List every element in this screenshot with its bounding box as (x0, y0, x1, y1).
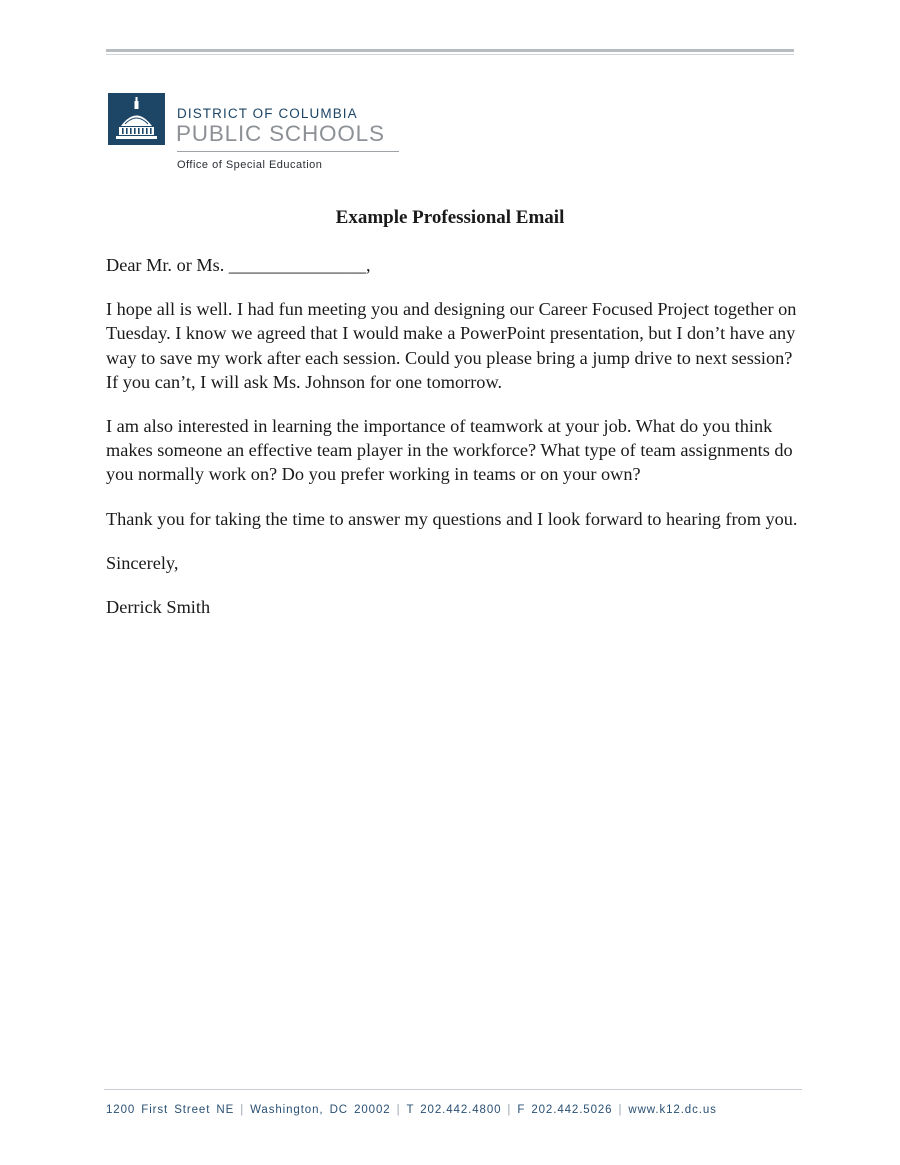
paragraph-2: I am also interested in learning the importance of teamwork at your job. What do you think makes someone an effective team player in the workforce? What type of team assignments do you normally work on? Do you prefer working in teams or on your own? (106, 416, 793, 485)
document-title: Example Professional Email (335, 207, 565, 228)
salutation: Dear Mr. or Ms. _______________, (106, 255, 371, 275)
footer-website: www.k12.dc.us (628, 1104, 717, 1116)
paragraph-3: Thank you for taking the time to answer my questions and I look forward to hearing from you. (106, 508, 798, 529)
footer-phone: T 202.442.4800 (406, 1104, 502, 1116)
bottom-rule (104, 1089, 802, 1090)
paragraph-1: I hope all is well. I had fun meeting you and designing our Career Focused Project together on Tuesday. I know we agreed that I would make a PowerPoint presentation, but I don’t have any way to save my work after each session. Could you please bring a jump drive to next session? If you can’t, I will ask Ms. Johnson for one tomorrow. (106, 299, 797, 392)
letter-body (106, 253, 806, 639)
footer-separator: | (396, 1104, 401, 1116)
capitol-dome-icon (108, 93, 165, 145)
org-name-line2: PUBLIC SCHOOLS (176, 121, 385, 146)
footer-fax: F 202.442.5026 (517, 1104, 613, 1116)
footer-separator: | (618, 1104, 623, 1116)
footer-separator: | (507, 1104, 512, 1116)
top-rule (106, 49, 794, 55)
footer-address: 1200 First Street NE (106, 1104, 235, 1116)
footer-separator: | (240, 1104, 245, 1116)
signature: Derrick Smith (106, 597, 211, 618)
closing: Sincerely, (106, 552, 179, 573)
footer-city: Washington, DC 20002 (250, 1104, 391, 1116)
footer-contact (106, 1104, 806, 1116)
office-name: Office of Special Education (177, 159, 323, 171)
org-name-line1: DISTRICT OF COLUMBIA (177, 106, 358, 121)
dcps-logo (108, 93, 408, 177)
logo-divider (177, 151, 399, 152)
